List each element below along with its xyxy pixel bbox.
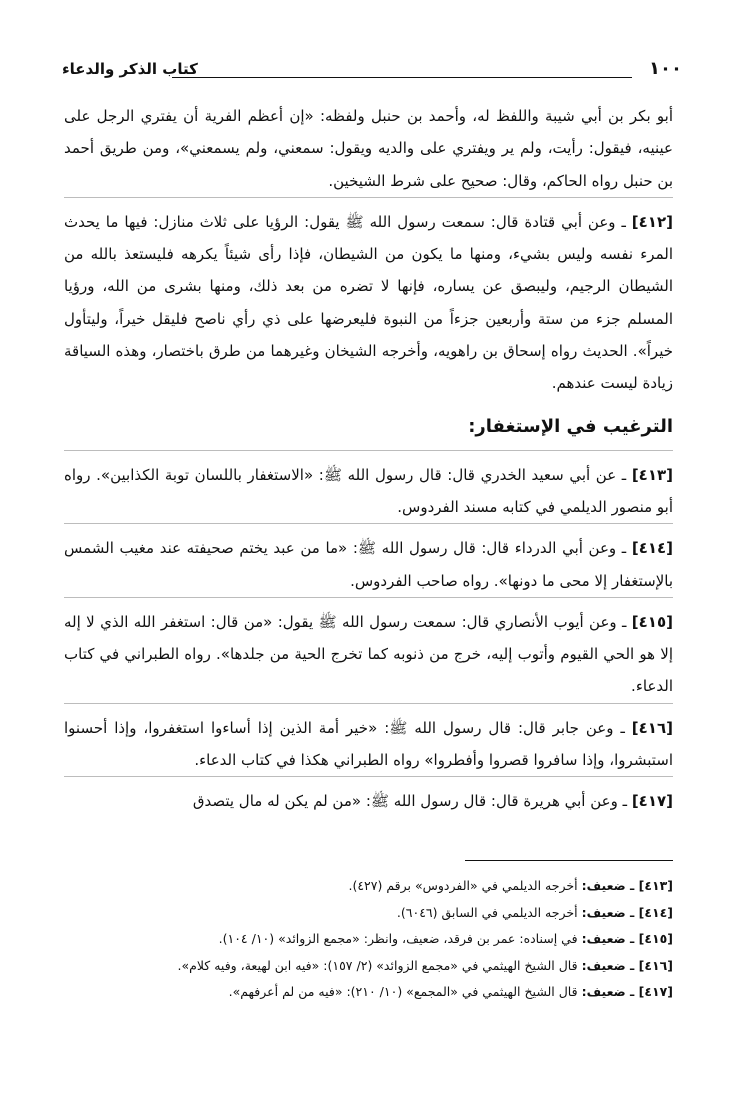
hadith-text: ـ وعن أبي الدرداء قال: قال رسول الله ﷺ: «ما من عبد يختم صحيفته عند مغيب الشمس بالإستغفار إلا محى ما دونها». رواه صاحب الفردوس.: [64, 539, 673, 590]
running-header: [62, 58, 682, 84]
hadith-416: [64, 712, 673, 777]
footnote-label: [٤١٣] ـ ضعيف:: [581, 878, 673, 893]
hadith-number: [٤١٦]: [631, 718, 673, 737]
footnote-label: [٤١٥] ـ ضعيف:: [581, 931, 673, 946]
footnote-label: [٤١٧] ـ ضعيف:: [581, 984, 673, 999]
footnote-text: في إسناده: عمر بن فرقد، ضعيف، وانظر: «مجمع الزوائد» (١٠/ ١٠٤).: [218, 931, 578, 946]
footnote-text: قال الشيخ الهيثمي في «مجمع الزوائد» (٢/ ١٥٧): «فيه ابن لهيعة، وفيه كلام».: [177, 957, 578, 973]
hadith-414: [64, 532, 673, 597]
footnote-text: أخرجه الديلمي في السابق (٦٠٤٦).: [396, 904, 578, 920]
hadith-text: ـ وعن أيوب الأنصاري قال: سمعت رسول الله ﷺ يقول: «من قال: استغفر الله الذي لا إله إلا هو الحي القيوم وأتوب إليه، خرج من ذنوبه كما تخرج الحية من جلدها». رواه الطبراني في كتاب الدعاء.: [64, 612, 673, 696]
footnote-label: [٤١٦] ـ ضعيف:: [581, 957, 673, 973]
hadith-number: [٤١٢]: [631, 212, 673, 231]
hadith-number: [٤١٧]: [631, 792, 673, 811]
hadith-number: [٤١٤]: [631, 539, 674, 558]
footnote-414: [64, 900, 673, 927]
hadith-415: [64, 606, 673, 703]
book-title: كتاب الذكر والدعاء: [62, 60, 198, 78]
hadith-412: [64, 206, 673, 400]
footnote-rule: [465, 860, 673, 861]
hadith-text: ـ وعن أبي قتادة قال: سمعت رسول الله ﷺ يقول: الرؤيا على ثلاث منازل: فيها ما يحدث المرء نفسه وليس بشيء، ومنها ما يكون من الشيطان، فإذا رأى شيئاً يكرهه فليستعذ بالله من الشيطان الرجيم، وليبصق عن يساره، فإنها لا تضره من بعد ذلك، ومنها بشرى من الله، ورؤيا المسلم جزء من ستة وأربعين جزءاً من النبوة فليعرضها على ذي رأي ناصح فليقل خيراً، وليتأول خيراً». الحديث رواه إسحاق بن راهويه، وأخرجه الشيخان وغيرهما من طرق باختصار، وهذه السياقة زيادة ليست عندهم.: [64, 212, 673, 393]
hadith-text: ـ عن أبي سعيد الخدري قال: قال رسول الله ﷺ: «الاستغفار باللسان توبة الكذابين». رواه أبو منصور الديلمي في كتابه مسند الفردوس.: [64, 465, 673, 516]
section-heading: الترغيب في الإستغفار:: [468, 415, 673, 437]
footnote-416: [64, 953, 673, 980]
footnote-label: [٤١٤] ـ ضعيف:: [581, 904, 673, 920]
footnote-413: [64, 873, 673, 900]
footnote-text: أخرجه الديلمي في «الفردوس» برقم (٤٢٧).: [348, 878, 578, 893]
hadith-417: [64, 785, 673, 817]
hadith-text: ـ وعن أبي هريرة قال: قال رسول الله ﷺ: «من لم يكن له مال يتصدق: [192, 792, 628, 811]
hadith-text: ـ وعن جابر قال: قال رسول الله ﷺ: «خير أمة الذين إذا أساءوا استغفروا، وإذا أحسنوا استبشروا، وإذا سافروا قصروا وأفطروا» رواه الطبراني هكذا في كتاب الدعاء.: [64, 718, 673, 770]
hadith-number: [٤١٥]: [631, 612, 673, 631]
main-text: [64, 100, 673, 818]
paragraph-continuation: أبو بكر بن أبي شيبة واللفظ له، وأحمد بن حنبل ولفظه: «إن أعظم الفرية أن يفتري الرجل على عينيه، فيقول: رأيت، ولم ير ويفتري على والديه ويقول: سمعني، ولم يسمعني»، ومن طريق أحمد بن حنبل رواه الحاكم، وقال: صحيح على شرط الشيخين.: [64, 107, 673, 190]
footnotes: [64, 873, 673, 1006]
header-rule: [172, 77, 632, 78]
footnote-415: [64, 926, 673, 953]
hadith-413: [64, 459, 673, 524]
hadith-number: [٤١٣]: [631, 465, 673, 484]
footnote-text: قال الشيخ الهيثمي في «المجمع» (١٠/ ٢١٠): «فيه من لم أعرفهم».: [228, 984, 578, 999]
page-number: ١٠٠: [649, 58, 682, 79]
footnote-417: [64, 979, 673, 1006]
